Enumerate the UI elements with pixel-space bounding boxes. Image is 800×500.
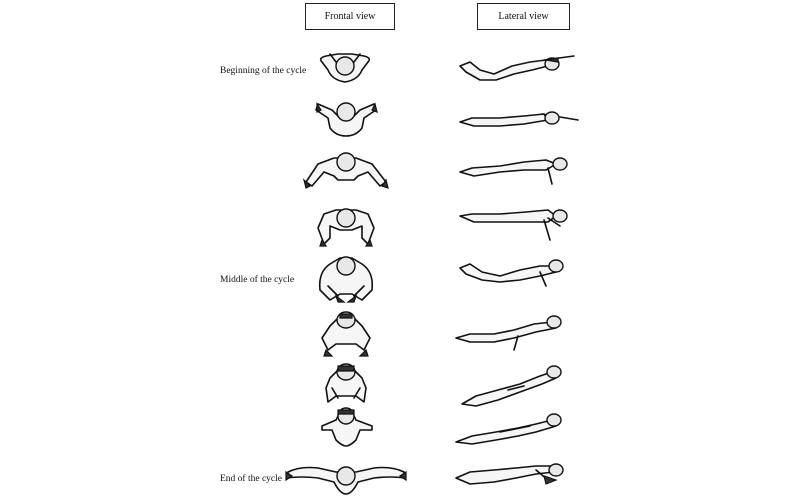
lateral-view-label: Lateral view xyxy=(498,11,549,22)
frontal-figure-1 xyxy=(321,54,370,82)
middle-of-cycle-label: Middle of the cycle xyxy=(220,275,295,285)
lateral-figure-8 xyxy=(456,414,561,444)
lateral-figure-2 xyxy=(460,112,578,126)
lateral-figure-7 xyxy=(462,366,561,406)
frontal-figure-2 xyxy=(316,103,377,136)
frontal-figure-6 xyxy=(322,312,370,356)
frontal-figure-3 xyxy=(304,153,388,188)
lateral-figure-6 xyxy=(456,316,561,350)
lateral-figure-5 xyxy=(460,260,563,286)
lateral-figure-9 xyxy=(456,464,563,484)
beginning-of-cycle-label: Beginning of the cycle xyxy=(220,66,307,76)
lateral-figure-3 xyxy=(460,158,567,184)
frontal-figure-8 xyxy=(322,408,372,446)
end-of-cycle-label: End of the cycle xyxy=(220,474,282,484)
lateral-figure-1 xyxy=(460,56,574,80)
frontal-figure-9 xyxy=(286,467,406,494)
lateral-figure-4 xyxy=(460,210,567,240)
frontal-figure-5 xyxy=(320,257,373,302)
frontal-view-label: Frontal view xyxy=(324,11,376,22)
frontal-figure-4 xyxy=(318,209,374,246)
frontal-figure-7 xyxy=(326,364,366,402)
